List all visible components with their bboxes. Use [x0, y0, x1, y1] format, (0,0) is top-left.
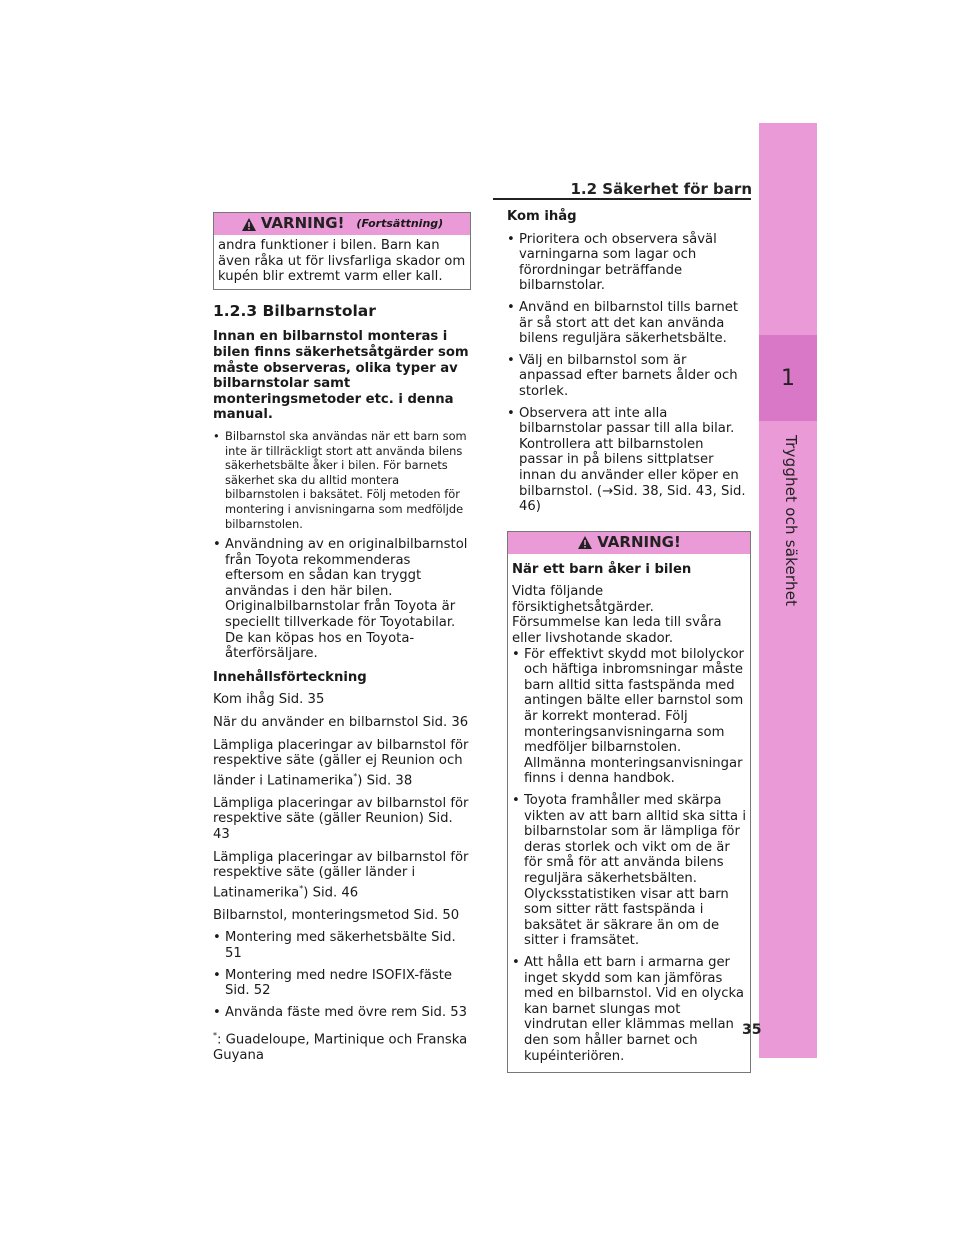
toc-title: Innehållsförteckning — [213, 669, 367, 685]
left-column — [213, 212, 471, 1071]
toc-entry: Kom ihåg Sid. 35 — [213, 692, 325, 708]
warning-box — [507, 531, 751, 1073]
warning-triangle-icon — [577, 535, 593, 550]
chapter-number: 1 — [759, 335, 817, 421]
list-item: • Montering med nedre ISOFIX-fäste Sid. 52 — [213, 968, 471, 999]
remember-bullets — [507, 232, 751, 515]
toc-entry: Lämpliga placeringar av bilbarnstol för respektive säte (gäller länder i Latinamerika*) Sid. 46 — [213, 849, 469, 901]
toc-bullets — [213, 930, 471, 1020]
warning-body — [508, 554, 750, 1072]
section-bullets — [213, 429, 471, 662]
warning-header — [214, 213, 470, 235]
toc-entry: Lämpliga placeringar av bilbarnstol för respektive säte (gäller Reunion) Sid. 43 — [213, 795, 469, 842]
warning-text: andra funktioner i bilen. Barn kan även råka ut för livsfarliga skador om kupén blir extremt varm eller kall. — [218, 238, 466, 285]
right-column — [507, 209, 751, 1083]
list-item: • Använd en bilbarnstol tills barnet är så stort att det kan använda bilens reguljära säkerhetsbälte. — [507, 300, 751, 347]
list-item: • Bilbarnstol ska användas när ett barn som inte är tillräckligt stort att använda bilens säkerhetsbälte åker i bilen. För barnets säkerhet ska du alltid montera bilbarnstolen i baksätet. Följ metoden för montering i anvisningarna som medföljde bilbarnstolen. — [213, 429, 471, 531]
toc-entry: När du använder en bilbarnstol Sid. 36 — [213, 715, 469, 731]
list-item: • Att hålla ett barn i armarna ger inget skydd som kan jämföras med en bilbarnstol. Vid en olycka kan barnet slungas mot vindrutan eller klämmas mellan den som håller barnet och kupéinteriören. — [512, 955, 746, 1064]
page-header-title: 1.2 Säkerhet för barn — [570, 180, 752, 198]
footnote: *: Guadeloupe, Martinique och Franska Guyana — [213, 1031, 468, 1064]
list-item: • Användning av en originalbilbarnstol från Toyota rekommenderas eftersom en sådan kan tryggt användas i den här bilen. Originalbilbarnstolar från Toyota är speciellt tillverkade för Toyotabilar. De kan köpas hos en Toyota-återförsäljare. — [213, 537, 471, 662]
warning-triangle-icon — [241, 217, 257, 232]
list-item: • Välj en bilbarnstol som är anpassad efter barnets ålder och storlek. — [507, 353, 751, 400]
warning-bullets — [512, 647, 746, 1064]
list-item: • Montering med säkerhetsbälte Sid. 51 — [213, 930, 471, 961]
warning-label: VARNING! — [597, 532, 681, 551]
section-intro: Innan en bilbarnstol monteras i bilen finns säkerhetsåtgärder som måste observeras, olika typer av bilbarnstolar samt monteringsmetoder etc. i denna manual. — [213, 329, 469, 423]
warning-continued-label: (Fortsättning) — [356, 217, 444, 231]
toc-entry: Lämpliga placeringar av bilbarnstol för respektive säte (gäller ej Reunion och länder i Latinamerika*) Sid. 38 — [213, 737, 469, 789]
list-item: • Använda fäste med övre rem Sid. 53 — [213, 1005, 471, 1021]
chapter-sidebar — [759, 123, 817, 1058]
list-item: • Observera att inte alla bilbarnstolar passar till alla bilar. Kontrollera att bilbarnstolen passar in på bilens sittplatser innan du använder eller köper en bilbarnstol. (→Sid. 38, Sid. 43, Sid. 46) — [507, 406, 751, 515]
chapter-title: Trygghet och säkerhet — [782, 435, 800, 607]
warning-text: Vidta följande försiktighetsåtgärder. Försummelse kan leda till svåra eller livshotande skador. — [512, 584, 722, 647]
list-item: • Prioritera och observera såväl varningarna som lagar och förordningar beträffande bilbarnstolar. — [507, 232, 751, 294]
remember-title: Kom ihåg — [507, 209, 577, 224]
warning-label: VARNING! — [260, 214, 345, 233]
warning-title: När ett barn åker i bilen — [512, 561, 692, 577]
list-item: • Toyota framhåller med skärpa vikten av att barn alltid ska sitta i bilbarnstolar som är lämpliga för deras storlek och vikt om de är för små för att använda bilens reguljära säkerhetsbälten. Olycksstatistiken visar att barn som sitter rätt fastspända i baksätet är säkrare än om de sitter i framsätet. — [512, 793, 746, 949]
warning-header — [508, 532, 750, 554]
header-rule — [493, 198, 751, 200]
section-title: 1.2.3 Bilbarnstolar — [213, 301, 376, 320]
toc-entry: Bilbarnstol, monteringsmetod Sid. 50 — [213, 907, 460, 923]
list-item: • För effektivt skydd mot bilolyckor och häftiga inbromsningar måste barn alltid sitta fastspända med antingen bälte eller barnstol som är korrekt monterad. Följ monteringsanvisningarna som medföljer bilbarnstolen. Allmänna monteringsanvisningar finns i denna handbok. — [512, 647, 746, 787]
warning-box-continued — [213, 212, 471, 290]
page-number: 35 — [742, 1022, 762, 1038]
